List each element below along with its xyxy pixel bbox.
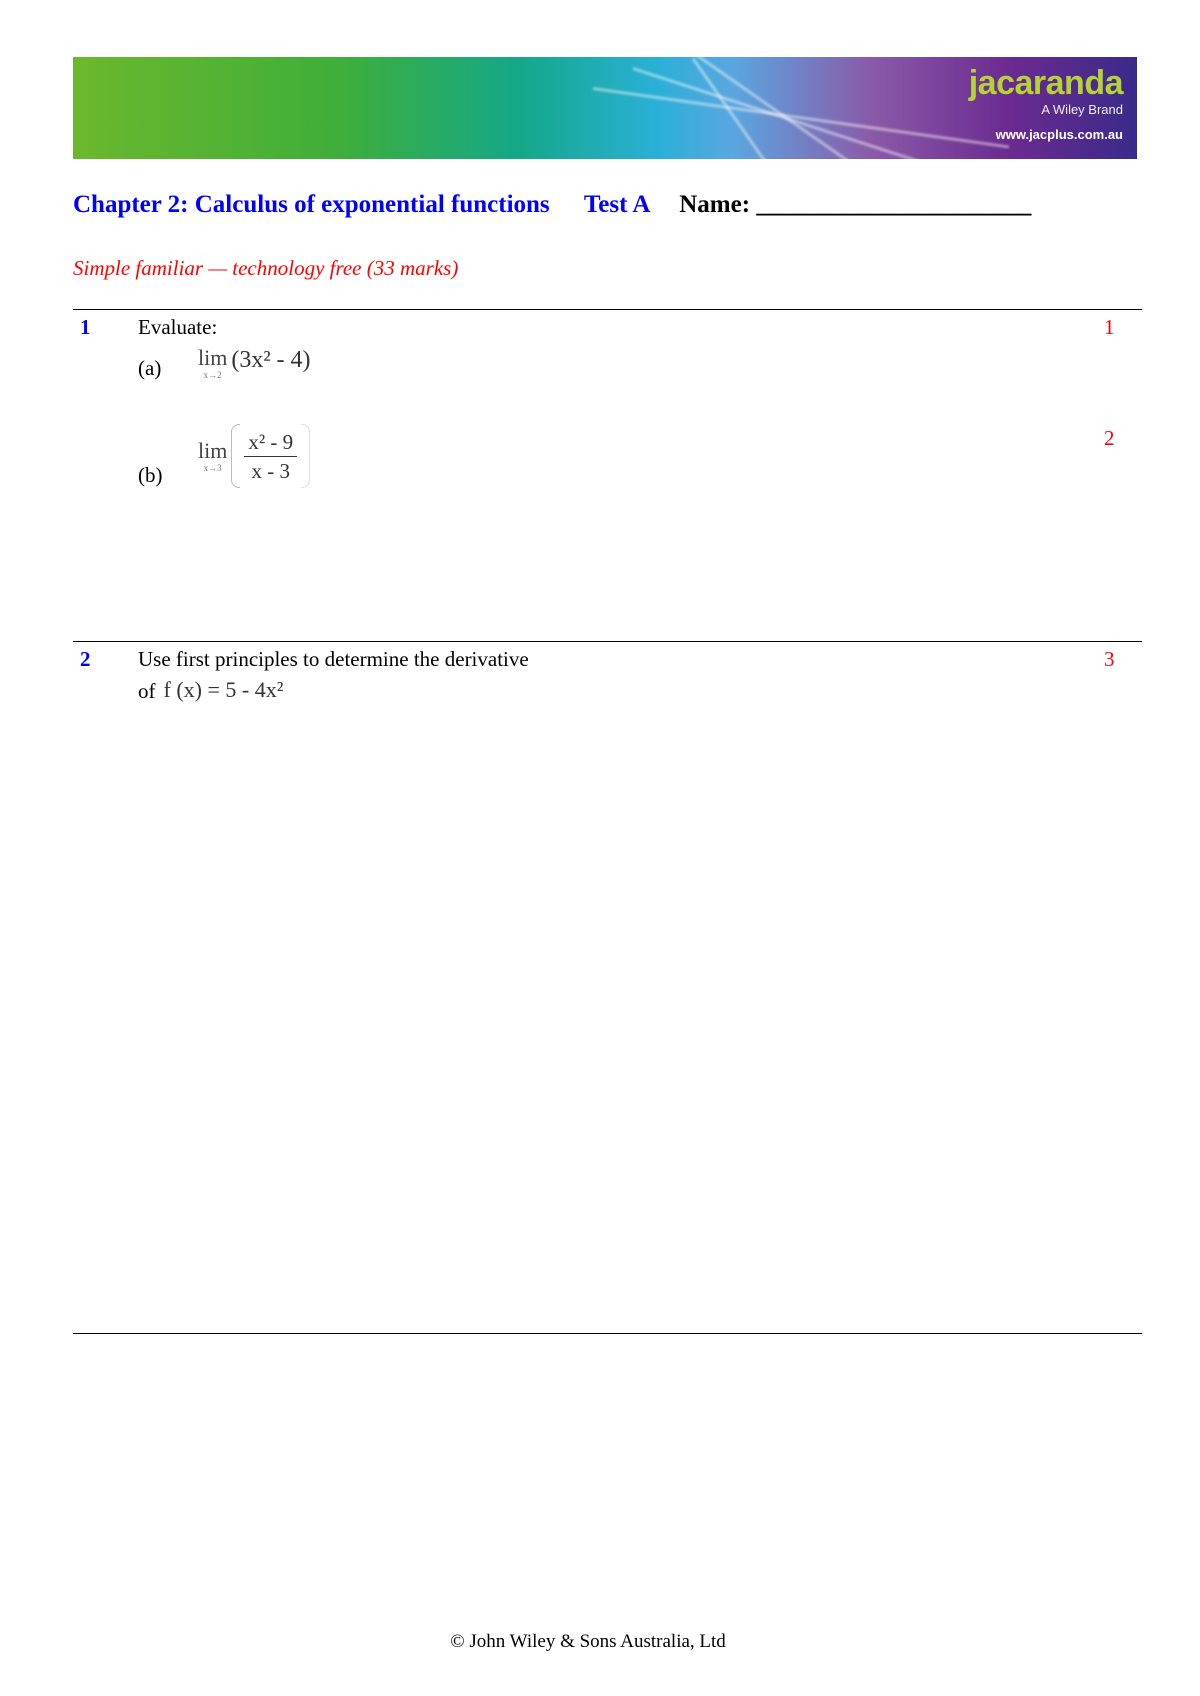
lim-subscript: x→2 (203, 370, 222, 380)
question-part-a (138, 346, 311, 381)
question-prompt: Use first principles to determine the derivative (138, 647, 529, 671)
left-parenthesis (231, 424, 240, 488)
lim-symbol: lim (198, 437, 228, 463)
chapter-title: Chapter 2: Calculus of exponential functions (73, 191, 550, 218)
question-part-b (138, 424, 310, 488)
math-expression (198, 424, 310, 488)
limit-operator (198, 439, 227, 474)
question-number: 2 (80, 647, 91, 671)
function-expression: f (x) = 5 - 4x² (163, 677, 284, 702)
test-label: Test A (583, 191, 649, 218)
divider (73, 309, 1142, 310)
part-label: (b) (138, 463, 163, 487)
question-prompt-line-2 (138, 676, 283, 704)
brand-url: www.jacplus.com.au (995, 126, 1123, 142)
brand-name: jacaranda (968, 64, 1123, 102)
divider (73, 641, 1142, 642)
lim-symbol: lim (198, 345, 228, 370)
right-parenthesis (301, 424, 310, 488)
part-label: (a) (138, 356, 162, 380)
page-title (73, 190, 1031, 220)
denominator: x - 3 (251, 458, 290, 483)
brand-tagline: A Wiley Brand (1041, 102, 1123, 117)
name-label: Name: (679, 191, 751, 218)
marks-value: 2 (1104, 426, 1115, 450)
section-title: Simple familiar — technology free (33 marks) (73, 256, 459, 280)
question-number: 1 (80, 315, 91, 339)
name-blank: ______________________ (756, 191, 1032, 218)
limit-operator (198, 346, 227, 381)
numerator: x² - 9 (244, 428, 297, 457)
lim-subscript: x→3 (203, 462, 222, 473)
copyright-footer: © John Wiley & Sons Australia, Ltd (450, 1631, 726, 1652)
marks-value: 1 (1104, 315, 1115, 339)
fraction (244, 428, 297, 485)
question-prompt-continued: of (138, 679, 156, 703)
jacaranda-logo (969, 63, 1123, 143)
question-prompt: Evaluate: (138, 315, 218, 339)
divider (73, 1333, 1142, 1334)
marks-value: 3 (1104, 647, 1115, 671)
header-banner (73, 57, 1137, 159)
limit-expression: (3x² - 4) (231, 347, 311, 373)
